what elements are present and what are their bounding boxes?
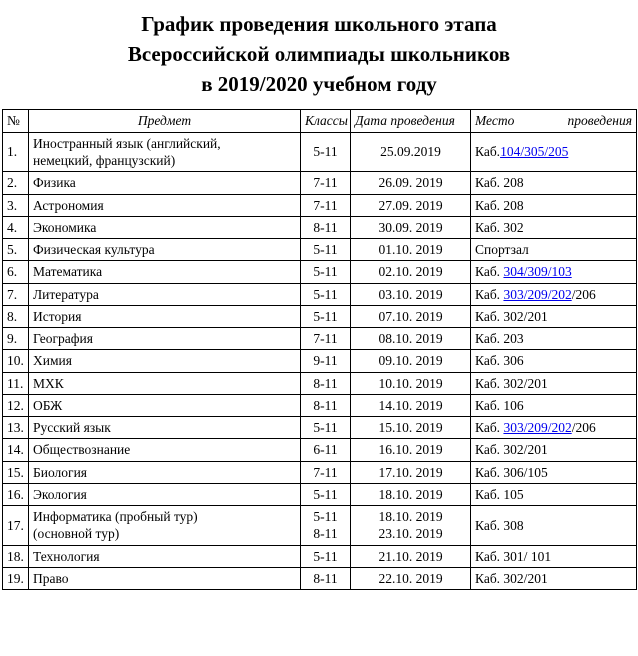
cell-grades: 5-11 [301,261,351,283]
cell-grades: 5-11 [301,417,351,439]
cell-date: 02.10. 2019 [351,261,471,283]
cell-date: 16.10. 2019 [351,439,471,461]
table-row [3,216,637,238]
cell-date: 18.10. 2019 23.10. 2019 [351,506,471,546]
cell-grades: 5-11 [301,545,351,567]
cell-subject: Физическая культура [29,239,301,261]
cell-subject: Химия [29,350,301,372]
cell-date: 08.10. 2019 [351,328,471,350]
cell-place: Каб. 308 [471,506,637,546]
cell-grades: 7-11 [301,461,351,483]
cell-grades: 5-11 8-11 [301,506,351,546]
cell-grades: 5-11 [301,239,351,261]
cell-number: 13. [3,417,29,439]
cell-number: 17. [3,506,29,546]
cell-place: Каб. 303/209/202/206 [471,283,637,305]
header-grades: Классы [301,110,351,132]
table-row [3,506,637,546]
cell-grades: 5-11 [301,483,351,505]
cell-date: 22.10. 2019 [351,568,471,590]
cell-subject: Информатика (пробный тур) (основной тур) [29,506,301,546]
cell-grades: 8-11 [301,394,351,416]
table-row [3,461,637,483]
page-title [2,10,636,99]
cell-date: 09.10. 2019 [351,350,471,372]
cell-place: Каб. 302/201 [471,372,637,394]
cell-subject: МХК [29,372,301,394]
header-date: Дата проведения [351,110,471,132]
cell-date: 01.10. 2019 [351,239,471,261]
table-row [3,350,637,372]
cell-number: 1. [3,132,29,172]
title-line-1: График проведения школьного этапа [141,12,497,36]
cell-place: Каб. 203 [471,328,637,350]
cell-grades: 7-11 [301,194,351,216]
cell-date: 18.10. 2019 [351,483,471,505]
room-link[interactable]: 303/209/202 [503,420,572,436]
table-row [3,328,637,350]
cell-grades: 8-11 [301,216,351,238]
cell-date: 14.10. 2019 [351,394,471,416]
cell-subject: Право [29,568,301,590]
room-link[interactable]: 304/309/103 [503,264,572,280]
cell-number: 18. [3,545,29,567]
cell-place: Каб. 302 [471,216,637,238]
cell-grades: 5-11 [301,283,351,305]
table-row [3,194,637,216]
cell-subject: Астрономия [29,194,301,216]
cell-date: 30.09. 2019 [351,216,471,238]
cell-place: Каб. 304/309/103 [471,261,637,283]
cell-subject: Литература [29,283,301,305]
cell-place: Каб. 302/201 [471,305,637,327]
table-header [3,110,637,132]
cell-number: 2. [3,172,29,194]
cell-subject: География [29,328,301,350]
cell-date: 21.10. 2019 [351,545,471,567]
cell-grades: 7-11 [301,328,351,350]
cell-number: 14. [3,439,29,461]
schedule-body [3,132,637,590]
cell-number: 10. [3,350,29,372]
cell-grades: 5-11 [301,305,351,327]
cell-place: Каб. 302/201 [471,439,637,461]
header-place: Место проведения [471,110,637,132]
table-row [3,568,637,590]
cell-number: 3. [3,194,29,216]
cell-subject: Обществознание [29,439,301,461]
cell-number: 9. [3,328,29,350]
table-row [3,394,637,416]
cell-subject: Иностранный язык (английский, немецкий, французский) [29,132,301,172]
table-row [3,372,637,394]
cell-subject: Экономика [29,216,301,238]
header-row [3,110,637,132]
cell-place: Каб. 302/201 [471,568,637,590]
table-row [3,305,637,327]
table-row [3,239,637,261]
cell-place: Каб. 208 [471,194,637,216]
cell-subject: Русский язык [29,417,301,439]
table-row [3,439,637,461]
table-row [3,261,637,283]
cell-subject: Технология [29,545,301,567]
cell-subject: Математика [29,261,301,283]
cell-place: Спортзал [471,239,637,261]
cell-date: 10.10. 2019 [351,372,471,394]
table-row [3,483,637,505]
cell-date: 15.10. 2019 [351,417,471,439]
cell-subject: Биология [29,461,301,483]
title-line-3: в 2019/2020 учебном году [201,71,437,96]
header-subject: Предмет [29,110,301,132]
cell-subject: Физика [29,172,301,194]
cell-number: 15. [3,461,29,483]
cell-number: 8. [3,305,29,327]
cell-grades: 9-11 [301,350,351,372]
cell-number: 19. [3,568,29,590]
cell-grades: 8-11 [301,372,351,394]
cell-place: Каб. 106 [471,394,637,416]
cell-number: 4. [3,216,29,238]
cell-date: 26.09. 2019 [351,172,471,194]
cell-date: 07.10. 2019 [351,305,471,327]
cell-number: 11. [3,372,29,394]
cell-subject: Экология [29,483,301,505]
cell-grades: 6-11 [301,439,351,461]
cell-date: 25.09.2019 [351,132,471,172]
table-row [3,172,637,194]
title-line-2: Всероссийской олимпиады школьников [127,41,511,66]
room-link[interactable]: 303/209/202 [503,286,572,302]
table-row [3,417,637,439]
cell-place: Каб. 306 [471,350,637,372]
cell-subject: История [29,305,301,327]
table-row [3,132,637,172]
table-row [3,283,637,305]
cell-date: 03.10. 2019 [351,283,471,305]
cell-place: Каб. 301/ 101 [471,545,637,567]
cell-grades: 8-11 [301,568,351,590]
room-link[interactable]: 104/305/205 [500,144,569,160]
cell-number: 6. [3,261,29,283]
cell-date: 27.09. 2019 [351,194,471,216]
cell-place: Каб. 303/209/202/206 [471,417,637,439]
cell-subject: ОБЖ [29,394,301,416]
cell-place: Каб. 105 [471,483,637,505]
cell-number: 12. [3,394,29,416]
table-row [3,545,637,567]
schedule-table [2,109,637,590]
header-number: № [3,110,29,132]
cell-place: Каб.104/305/205 [471,132,637,172]
cell-number: 16. [3,483,29,505]
cell-date: 17.10. 2019 [351,461,471,483]
cell-number: 7. [3,283,29,305]
cell-place: Каб. 208 [471,172,637,194]
cell-place: Каб. 306/105 [471,461,637,483]
cell-grades: 5-11 [301,132,351,172]
cell-number: 5. [3,239,29,261]
cell-grades: 7-11 [301,172,351,194]
